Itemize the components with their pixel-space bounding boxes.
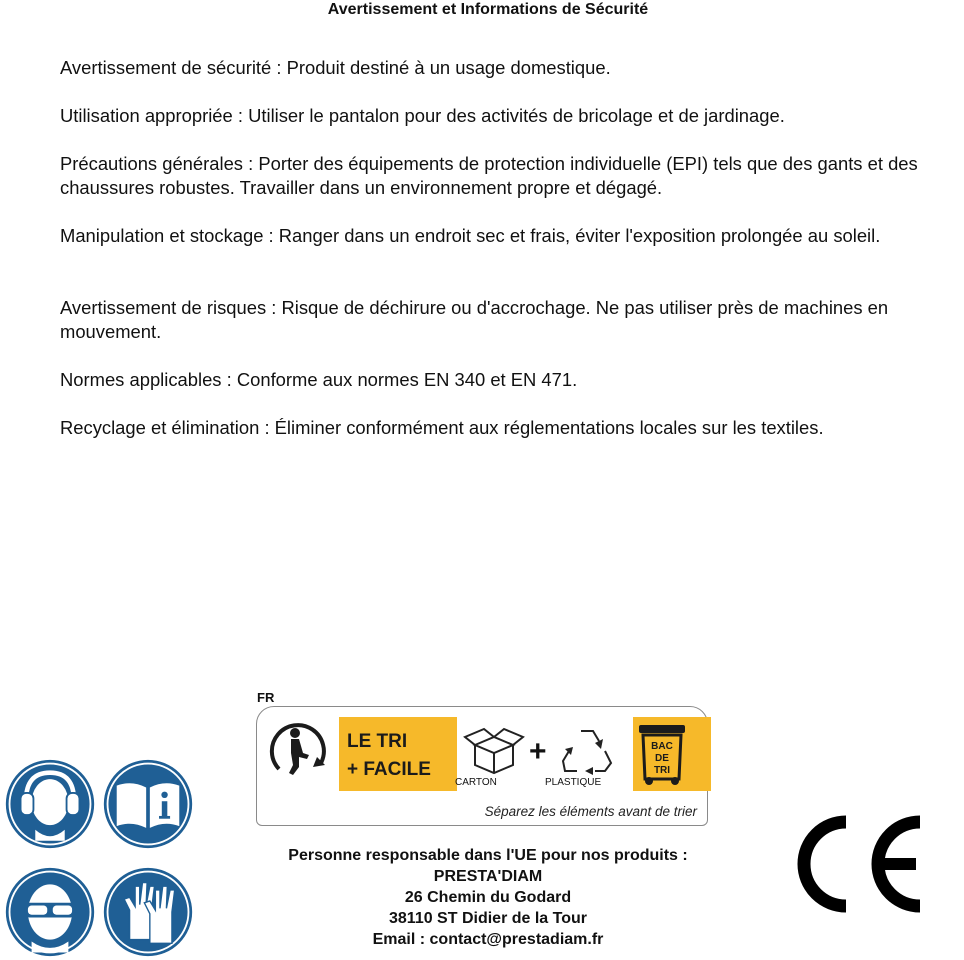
recycling-info-box [256,706,708,826]
ear-protection-icon [4,758,96,850]
proper-use-text: Utilisation appropriée : Utiliser le pantalon pour des activités de bricolage et de jardinage. [60,105,785,126]
risk-warning-text: Avertissement de risques : Risque de déchirure ou d'accrochage. Ne pas utiliser près de machines en mouvement. [60,297,889,342]
bin-text-3: TRI [653,765,671,776]
handling-storage-text: Manipulation et stockage : Ranger dans un endroit sec et frais, éviter l'exposition prolongée au soleil. [60,225,881,246]
slogan-line-1: LE TRI [347,731,408,752]
email-line: Email : contact@prestadiam.fr [372,931,604,948]
slogan-line-2: + FACILE [347,759,431,780]
responsible-heading: Personne responsable dans l'UE pour nos produits : [288,847,688,864]
applicable-standards-text: Normes applicables : Conforme aux normes EN 340 et EN 471. [60,369,578,390]
sorting-instruction: Séparez les éléments avant de trier [484,804,697,819]
eye-protection-icon [4,866,96,958]
read-manual-icon [102,758,194,850]
triman-logo-icon [267,717,331,779]
responsible-person-block [200,845,776,950]
sorting-bin-icon [635,721,693,787]
carton-label: CARTON [455,777,497,788]
bin-text-1: BAC [651,741,673,752]
safety-warning-text: Avertissement de sécurité : Produit destiné à un usage domestique. [60,57,611,78]
sorting-band [339,717,711,791]
gloves-icon [102,866,194,958]
street-address: 26 Chemin du Godard [404,889,572,906]
bin-text-2: DE [655,753,669,764]
company-name: PRESTA'DIAM [433,868,543,885]
plus-sign: + [529,735,547,768]
carton-box-icon [463,727,525,775]
country-label: FR [257,690,275,705]
plastique-label: PLASTIQUE [545,777,602,788]
ce-mark-icon [784,812,926,916]
recycling-disposal-text: Recyclage et élimination : Éliminer conformément aux réglementations locales sur les textiles. [60,417,824,438]
document-title: Avertissement et Informations de Sécurité [327,1,649,18]
plastic-recycle-icon [559,725,615,775]
general-precautions-text: Précautions générales : Porter des équipements de protection individuelle (EPI) tels que des gants et des chaussures robustes. Travailler dans un environnement propre et dégagé. [60,153,918,198]
city-address: 38110 ST Didier de la Tour [389,910,587,927]
